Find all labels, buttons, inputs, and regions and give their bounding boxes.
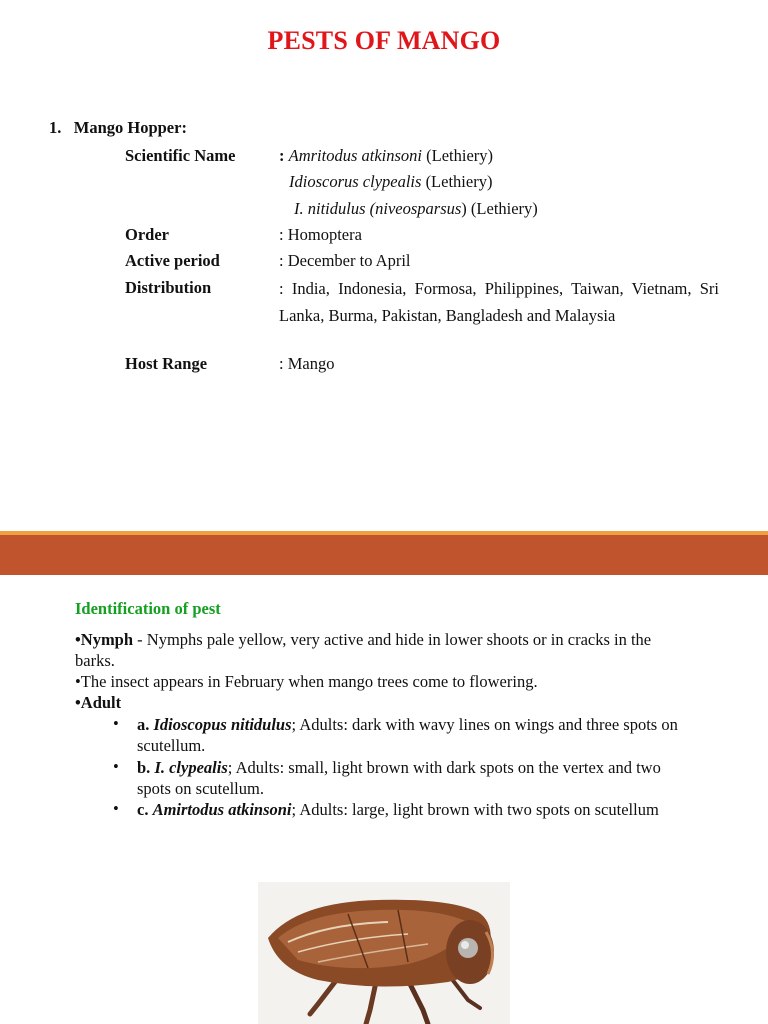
adult-heading: •Adult [75, 693, 122, 712]
label-active-period: Active period [125, 251, 220, 270]
value-distribution: : India, Indonesia, Formosa, Philippines, Taiwan, Vietnam, Sri Lanka, Burma, Pakistan, Bangladesh and Malaysia [279, 279, 719, 325]
author-3: ) (Lethiery) [461, 199, 538, 218]
value-host-range: : Mango [279, 354, 335, 373]
species-name-1: Amritodus atkinsoni [288, 146, 423, 165]
label-distribution: Distribution [125, 278, 212, 297]
species-name-b: I. clypealis [154, 758, 228, 777]
species-name-3: I. nitidulus (niveosparsus [294, 199, 462, 218]
label-host-range: Host Range [125, 354, 208, 373]
adult-item-b [137, 757, 697, 799]
mango-hopper-illustration [258, 882, 510, 1024]
nymph-term: •Nymph [75, 630, 134, 649]
item-letter: c. [137, 800, 153, 819]
species-name-2: Idioscorus clypealis [289, 172, 422, 191]
identification-heading: Identification of pest [75, 599, 221, 618]
label-order: Order [125, 225, 169, 244]
section-name: Mango Hopper: [73, 118, 187, 137]
section-heading [49, 118, 187, 138]
item-text: ; Adults: small, light brown with dark spots on the vertex and two spots on scutellum. [137, 758, 661, 798]
nymph-text: - Nymphs pale yellow, very active and hide in lower shoots or in cracks in the barks. [75, 630, 652, 670]
separator-band [0, 535, 768, 575]
species-name-a: Idioscopus nitidulus [153, 715, 292, 734]
colon: : [279, 146, 289, 165]
section-number: 1. [49, 118, 62, 137]
item-text: ; Adults: dark with wavy lines on wings and three spots on scutellum. [137, 715, 678, 755]
appear-paragraph: •The insect appears in February when mango trees come to flowering. [75, 672, 538, 691]
item-letter: b. [137, 758, 155, 777]
value-active-period: : December to April [279, 251, 411, 270]
bullet-a: • [113, 714, 119, 733]
label-scientific-name: Scientific Name [125, 146, 236, 165]
bullet-c: • [113, 799, 119, 818]
item-text: ; Adults: large, light brown with two spots on scutellum [291, 800, 659, 819]
value-scientific-line3 [294, 199, 538, 219]
author-1: (Lethiery) [422, 146, 494, 165]
adult-item-a [137, 714, 697, 756]
adult-item-c [137, 799, 697, 820]
item-letter: a. [137, 715, 154, 734]
author-2: (Lethiery) [421, 172, 493, 191]
value-order: : Homoptera [279, 225, 362, 244]
mango-hopper-photo [258, 882, 510, 1024]
slide-identification [0, 575, 768, 1024]
species-name-c: Amirtodus atkinsoni [152, 800, 292, 819]
value-scientific-line1 [279, 146, 493, 166]
page-title: PESTS OF MANGO [267, 26, 501, 55]
bullet-b: • [113, 757, 119, 776]
nymph-paragraph [75, 629, 675, 671]
value-scientific-line2 [289, 172, 492, 192]
